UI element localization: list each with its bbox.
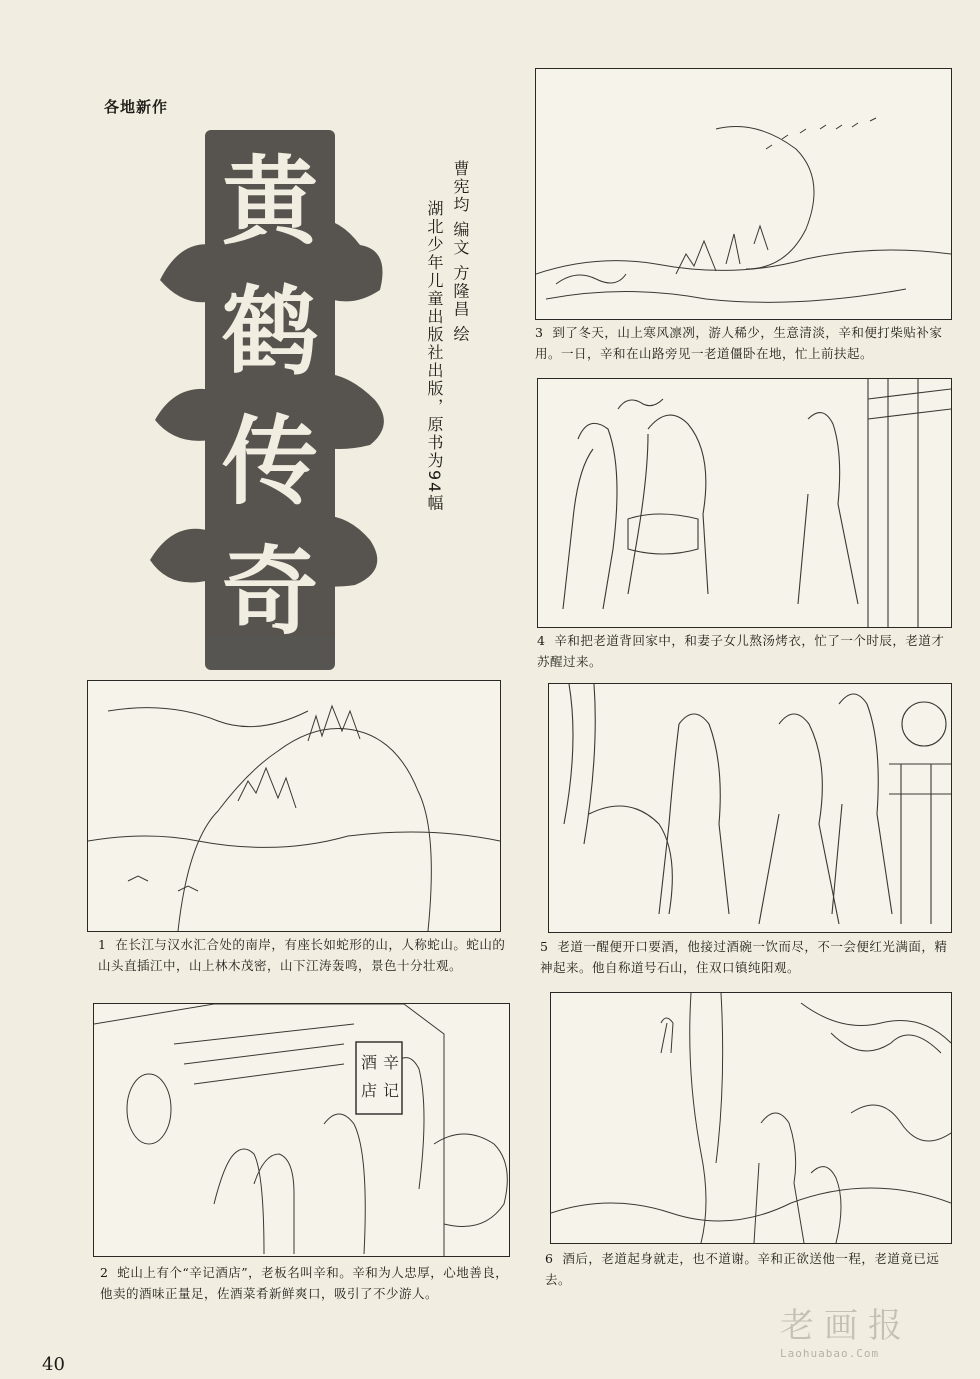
- shop-sign-char: 酒: [360, 1053, 378, 1072]
- seal-char-2: 鹤: [222, 275, 318, 388]
- panel-5-text: 老道一醒便开口要酒，他接过酒碗一饮而尽，不一会便红光满面，精神起来。他自称道号石山，住双口镇纯阳观。: [540, 939, 948, 975]
- panel-5-illustration: [548, 683, 952, 933]
- title-seal: [150, 120, 388, 680]
- panel-1-number: 1: [98, 937, 107, 952]
- panel-6-caption: [545, 1248, 965, 1290]
- panel-1-caption: [98, 934, 518, 976]
- panel-3-text: 到了冬天，山上寒风凛冽，游人稀少，生意清淡，辛和便打柴贴补家用。一日，辛和在山路旁见一老道僵卧在地，忙上前扶起。: [535, 325, 943, 361]
- panel-4-number: 4: [537, 633, 546, 648]
- panel-3-number: 3: [535, 325, 544, 340]
- panel-5-caption: [540, 936, 960, 978]
- seal-char-4: 奇: [222, 535, 318, 648]
- shop-sign-char: 辛: [382, 1053, 400, 1072]
- credits-author-artist: 曹宪均 编文 方隆昌 绘: [451, 160, 470, 344]
- panel-2-text: 蛇山上有个“辛记酒店”，老板名叫辛和。辛和为人忠厚，心地善良，他卖的酒味正量足，佐酒菜肴新鲜爽口，吸引了不少游人。: [100, 1265, 509, 1301]
- panel-4-caption: [537, 630, 957, 672]
- panel-3-illustration: [535, 68, 952, 320]
- watermark-url: Laohuabao.Com: [780, 1347, 880, 1360]
- panel-4-illustration: [537, 378, 952, 628]
- panel-6-text: 酒后，老道起身就走，也不道谢。辛和正欲送他一程，老道竟已远去。: [545, 1251, 940, 1287]
- panel-2-caption: [100, 1262, 520, 1304]
- panel-2-illustration: [93, 1003, 510, 1257]
- panel-4-text: 辛和把老道背回家中，和妻子女儿熬汤烤衣，忙了一个时辰，老道才苏醒过来。: [537, 633, 945, 669]
- panel-6-number: 6: [545, 1251, 554, 1266]
- watermark-logo: 老画报: [780, 1306, 912, 1346]
- shop-sign-char: 记: [382, 1081, 400, 1100]
- credits-publisher: 湖北少年儿童出版社出版，原书为94幅: [425, 200, 444, 513]
- panel-1-text: 在长江与汉水汇合处的南岸，有座长如蛇形的山，人称蛇山。蛇山的山头直插江中，山上林木茂密，山下江涛轰鸣，景色十分壮观。: [98, 937, 506, 973]
- panel-5-number: 5: [540, 939, 549, 954]
- panel-6-illustration: [550, 992, 952, 1244]
- panel-1-illustration: [87, 680, 501, 932]
- seal-char-3: 传: [222, 405, 318, 518]
- seal-char-1: 黄: [222, 145, 318, 258]
- watermark: [780, 1298, 960, 1358]
- page-number: 40: [42, 1354, 65, 1375]
- shop-sign-char: 店: [360, 1081, 378, 1100]
- panel-2-number: 2: [100, 1265, 109, 1280]
- section-label: 各地新作: [104, 98, 169, 116]
- panel-3-caption: [535, 322, 955, 364]
